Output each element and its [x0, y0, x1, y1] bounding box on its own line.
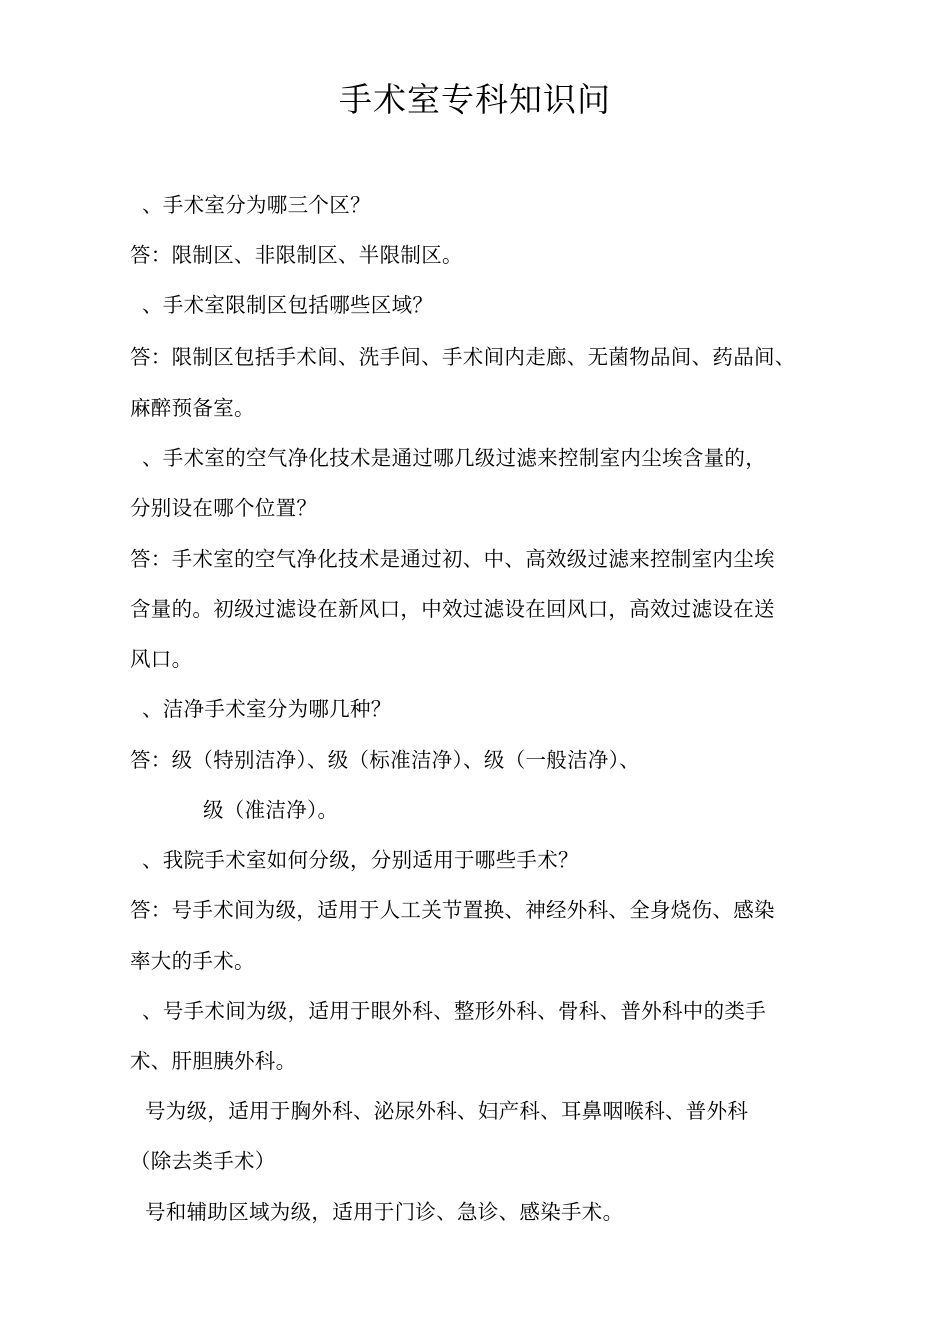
- text-line: 风口。: [130, 647, 193, 671]
- text-line: 、号手术间为级，适用于眼外科、整形外科、骨科、普外科中的类手: [142, 999, 766, 1023]
- document-title: 手术室专科知识问: [339, 80, 611, 119]
- text-line: 含量的。初级过滤设在新风口，中效过滤设在回风口，高效过滤设在送: [130, 597, 775, 621]
- text-line: 答：限制区包括手术间、洗手间、手术间内走廊、无菌物品间、药品间、: [130, 345, 796, 369]
- text-line: 、手术室的空气净化技术是通过哪几级过滤来控制室内尘埃含量的，: [142, 446, 766, 470]
- text-line: 号为级，适用于胸外科、泌尿外科、妇产科、耳鼻咽喉科、普外科: [145, 1099, 749, 1123]
- text-line: 率大的手术。: [130, 949, 255, 973]
- text-line: 、手术室分为哪三个区？: [142, 193, 371, 217]
- text-line: 级（准洁净）。: [203, 798, 339, 822]
- text-line: 答：级（特别洁净）、级（标准洁净）、级（一般洁净）、: [130, 748, 641, 772]
- text-line: （除去类手术）: [130, 1149, 276, 1173]
- text-line: 麻醉预备室。: [130, 396, 255, 420]
- text-line: 答：号手术间为级，适用于人工关节置换、神经外科、全身烧伤、感染: [130, 898, 775, 922]
- text-line: 答：手术室的空气净化技术是通过初、中、高效级过滤来控制室内尘埃: [130, 547, 775, 571]
- text-line: 、洁净手术室分为哪几种？: [142, 697, 392, 721]
- text-line: 分别设在哪个位置？: [130, 496, 318, 520]
- text-line: 术、肝胆胰外科。: [130, 1049, 297, 1073]
- text-line: 、我院手术室如何分级，分别适用于哪些手术？: [142, 848, 579, 872]
- text-line: 答：限制区、非限制区、半限制区。: [130, 243, 463, 267]
- text-line: 号和辅助区域为级，适用于门诊、急诊、感染手术。: [145, 1200, 624, 1224]
- text-line: 、手术室限制区包括哪些区域？: [142, 293, 434, 317]
